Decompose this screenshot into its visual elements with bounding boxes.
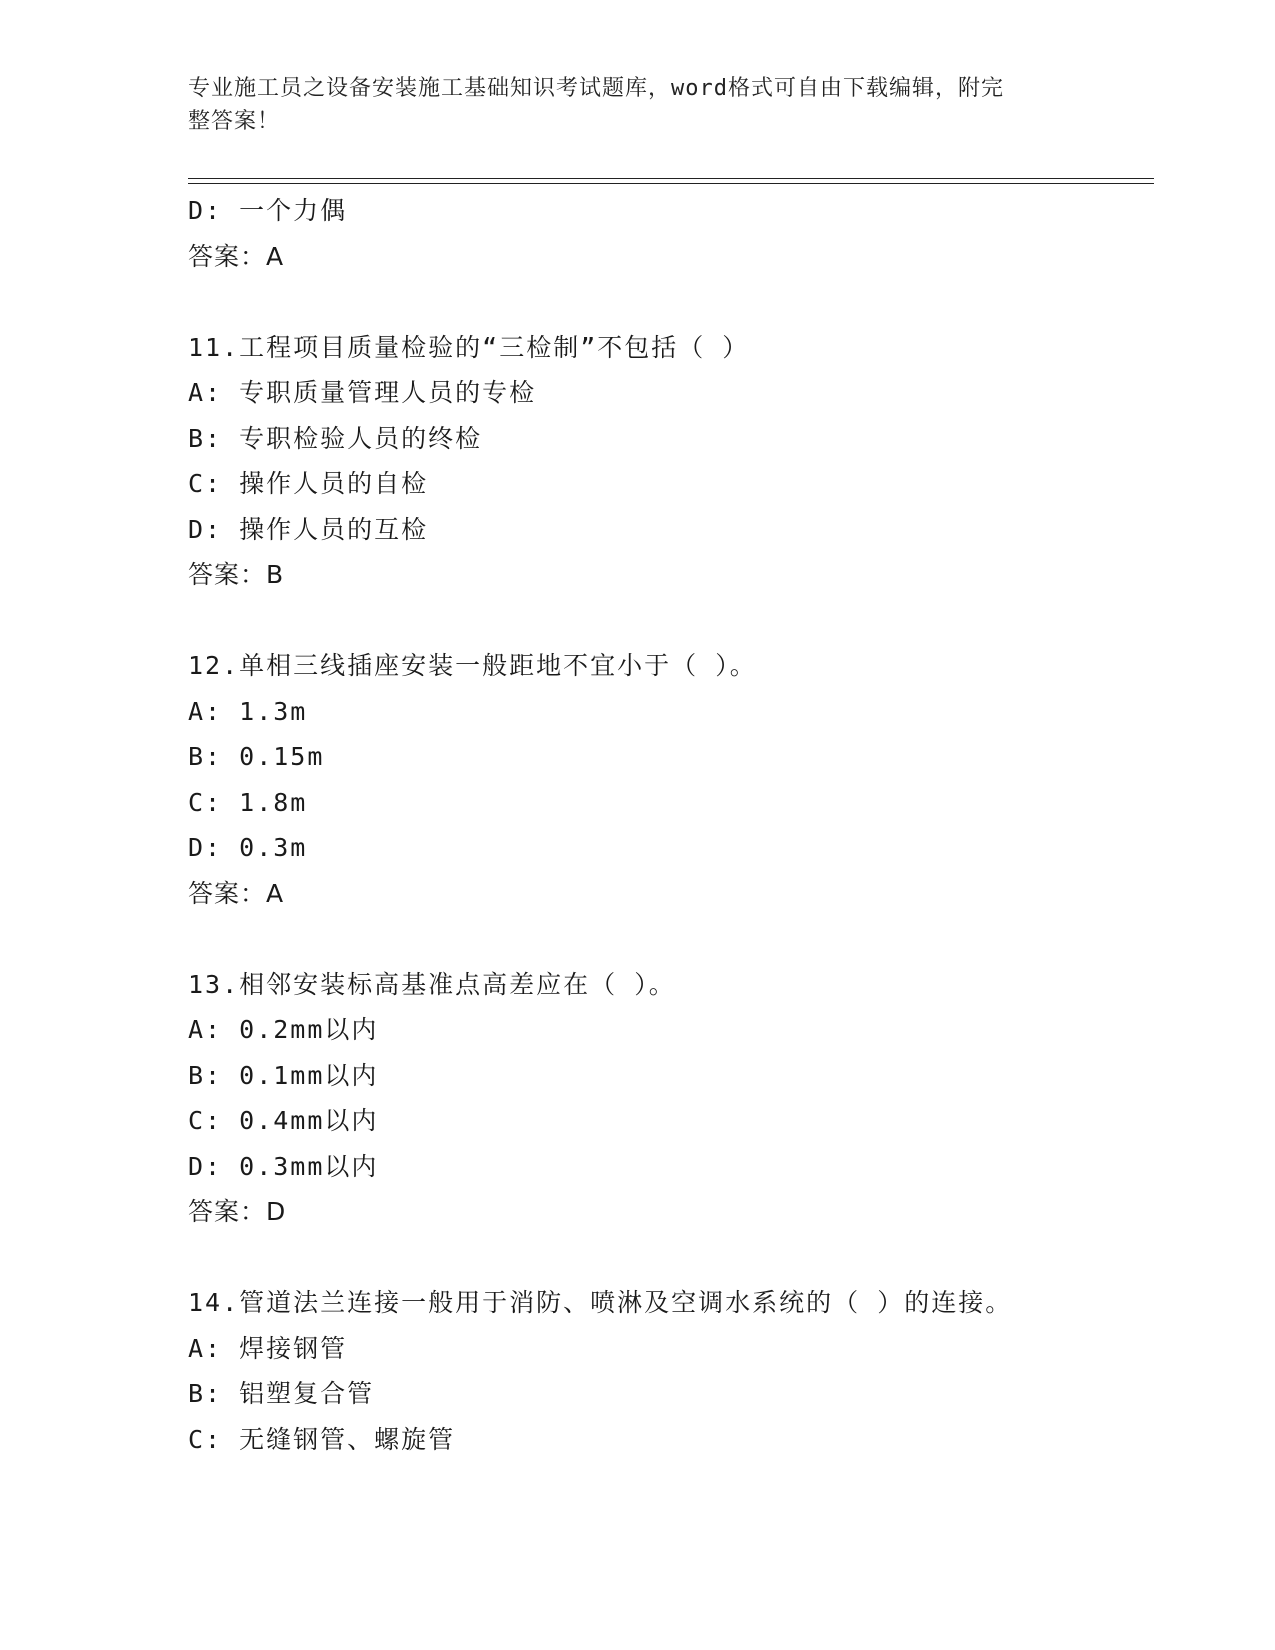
option-d: D: 0.3m <box>188 833 308 862</box>
option-d: D: 操作人员的互检 <box>188 514 429 544</box>
option-a: A: 1.3m <box>188 696 308 726</box>
header-divider-top <box>188 178 1154 179</box>
answer-line: 答案：D <box>188 1197 287 1226</box>
option-a: A: 专职质量管理人员的专检 <box>188 378 537 407</box>
spacer <box>188 279 1148 325</box>
option-d: D: 一个力偶 <box>188 196 348 225</box>
option-c: C: 无缝钢管、螺旋管 <box>188 1424 456 1454</box>
spacer <box>188 916 1148 962</box>
option-c: C: 1.8m <box>188 787 308 817</box>
option-c: C: 0.4mm以内 <box>188 1106 379 1135</box>
header-divider-bottom <box>188 183 1154 184</box>
question-stem: 14.管道法兰连接一般用于消防、喷淋及空调水系统的（ ）的连接。 <box>188 1288 1013 1317</box>
question-block-14 <box>188 1280 1148 1462</box>
option-a: A: 0.2mm以内 <box>188 1015 379 1044</box>
header-line-2: 整答案！ <box>188 109 281 134</box>
question-stem: 12.单相三线插座安装一般距地不宜小于（ ）。 <box>188 651 757 680</box>
option-b: B: 铝塑复合管 <box>188 1379 375 1408</box>
option-b: B: 专职检验人员的终检 <box>188 423 483 453</box>
question-block-11 <box>188 325 1148 598</box>
option-a: A: 焊接钢管 <box>188 1333 348 1363</box>
answer-line: 答案：A <box>188 878 285 908</box>
option-d: D: 0.3mm以内 <box>188 1151 379 1181</box>
question-stem: 11.工程项目质量检验的“三检制”不包括（ ） <box>188 332 750 362</box>
answer-line: 答案：B <box>188 560 285 589</box>
answer-line: 答案：A <box>188 241 285 271</box>
option-c: C: 操作人员的自检 <box>188 469 429 498</box>
question-block-13 <box>188 962 1148 1235</box>
header-line-1: 专业施工员之设备安装施工基础知识考试题库，word格式可自由下载编辑，附完 <box>188 76 1004 101</box>
question-stem: 13.相邻安装标高基准点高差应在（ ）。 <box>188 969 676 999</box>
document-header <box>188 72 1068 138</box>
option-b: B: 0.15m <box>188 742 325 771</box>
question-block-12 <box>188 643 1148 916</box>
question-list <box>188 188 1148 1462</box>
question-block-prev <box>188 188 1148 279</box>
spacer <box>188 598 1148 644</box>
spacer <box>188 1235 1148 1281</box>
option-b: B: 0.1mm以内 <box>188 1060 379 1090</box>
